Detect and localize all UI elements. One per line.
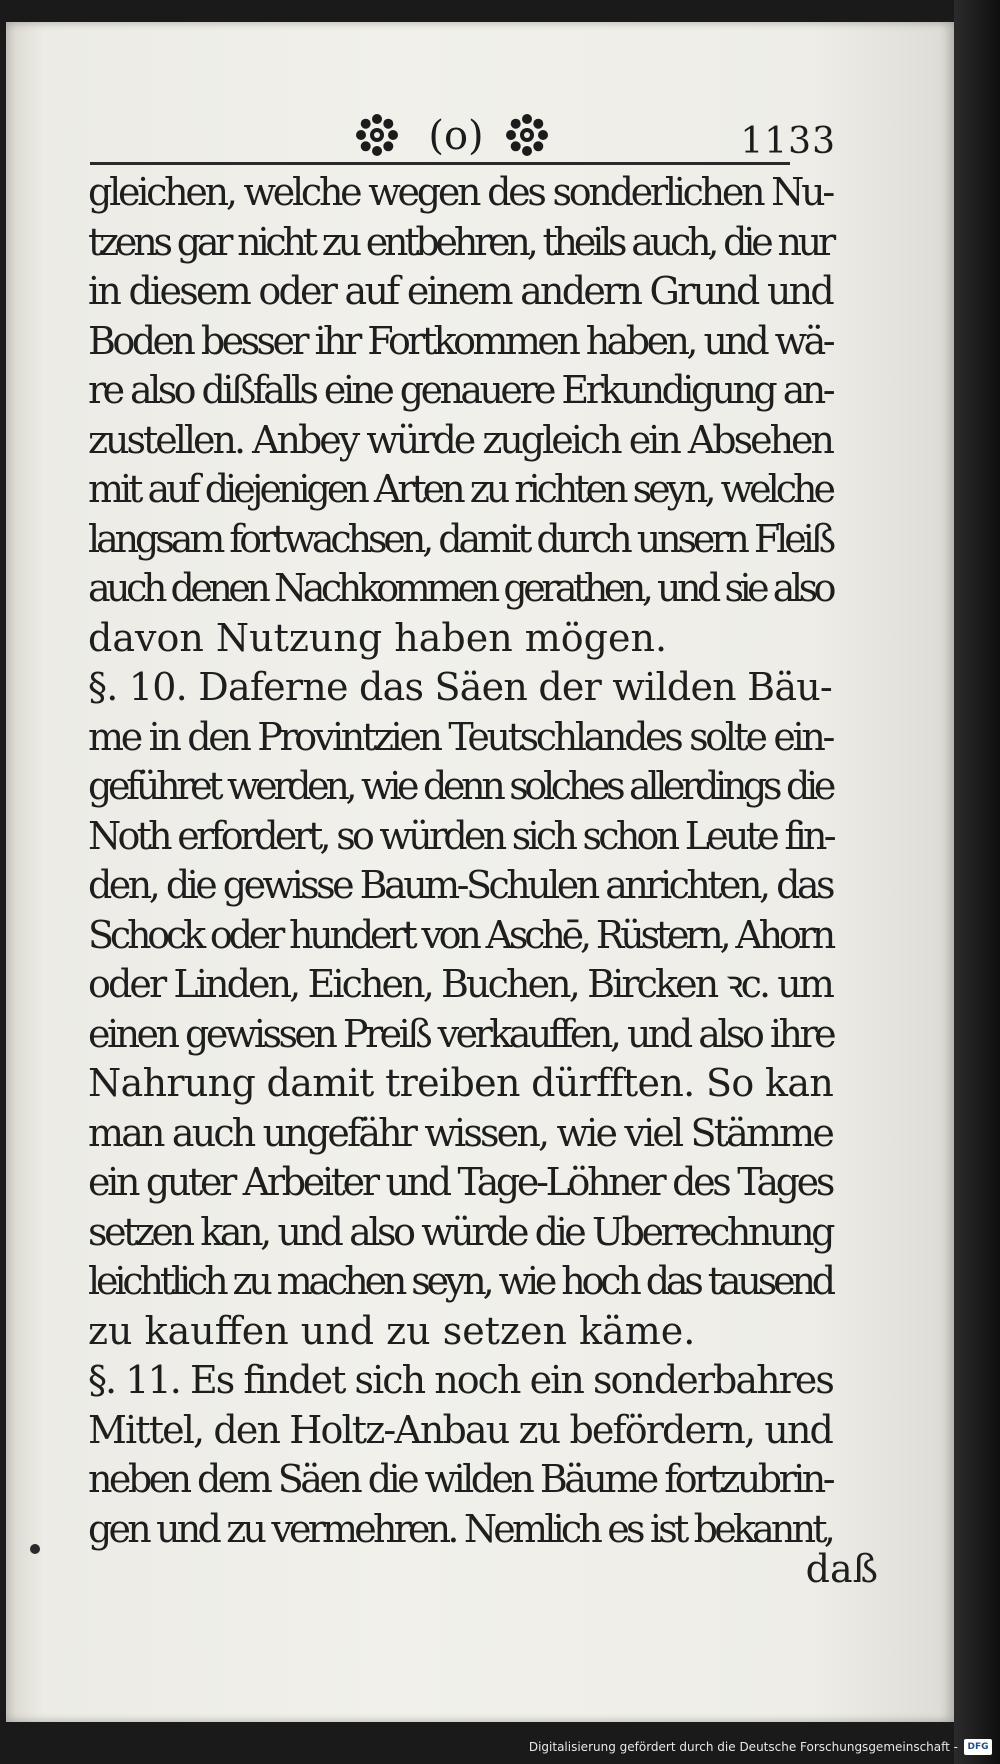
header-title: (o) bbox=[428, 113, 484, 159]
text-line: leichtlich zu machen seyn, wie hoch das tausend bbox=[88, 1259, 832, 1303]
text-line: re also dißfalls eine genauere Erkundigung an- bbox=[88, 368, 832, 412]
text-line: den, die gewisse Baum-Schulen anrichten, das bbox=[88, 863, 832, 907]
text-line: gleichen, welche wegen des sonderlichen Nu- bbox=[88, 170, 832, 214]
catchword: daß bbox=[805, 1547, 878, 1591]
header-rule bbox=[90, 162, 790, 165]
text-line: Nahrung damit treiben dürfften. So kan bbox=[88, 1061, 834, 1105]
ornament-left-icon bbox=[354, 112, 400, 158]
text-line: Mittel, den Holtz-Anbau zu befördern, und bbox=[88, 1407, 832, 1452]
ornament-right-icon bbox=[504, 112, 550, 158]
text-line: zustellen. Anbey würde zugleich ein Absehen bbox=[88, 417, 832, 462]
text-line: mit auf diejenigen Arten zu richten seyn, welche bbox=[88, 467, 832, 511]
page-body-text bbox=[88, 168, 832, 1554]
text-line: Boden besser ihr Fortkommen haben, und wä- bbox=[88, 318, 832, 363]
text-line: auch denen Nachkommen gerathen, und sie also bbox=[88, 566, 832, 610]
text-line: in diesem oder auf einem andern Grund und bbox=[88, 269, 832, 313]
text-line: §. 10. Daferne das Säen der wilden Bäu- bbox=[88, 665, 832, 709]
text-line: gen und zu vermehren. Nemlich es ist bekannt, bbox=[88, 1506, 832, 1551]
text-line: davon Nutzung haben mögen. bbox=[88, 615, 668, 660]
footer-credit: Digitalisierung gefördert durch die Deutsche Forschungsgemeinschaft - bbox=[528, 1740, 958, 1754]
ink-spot bbox=[30, 1544, 40, 1554]
text-line: Noth erfordert, so würden sich schon Leute fin- bbox=[88, 813, 833, 858]
running-header bbox=[90, 108, 836, 168]
text-line: me in den Provintzien Teutschlandes solte ein- bbox=[88, 714, 833, 759]
text-line: neben dem Säen die wilden Bäume fortzubrin- bbox=[88, 1457, 832, 1501]
book-edge bbox=[954, 0, 1000, 1764]
dfg-logo-icon bbox=[964, 1739, 992, 1755]
dfg-logo-text: DFG bbox=[967, 1742, 989, 1752]
text-line: tzens gar nicht zu entbehren, theils auch, die nur bbox=[88, 219, 832, 264]
text-line: man auch ungefähr wissen, wie viel Stämme bbox=[88, 1110, 832, 1155]
text-line: ein guter Arbeiter und Tage-Löhner des Tages bbox=[88, 1160, 832, 1204]
text-line: §. 11. Es findet sich noch ein sonderbahres bbox=[88, 1358, 833, 1402]
text-line: Schock oder hundert von Aschē, Rüstern, Ahorn bbox=[88, 912, 832, 957]
text-line: zu kauffen und zu setzen käme. bbox=[88, 1308, 696, 1353]
text-line: einen gewissen Preiß verkauffen, und also ihre bbox=[88, 1011, 834, 1056]
text-line: langsam fortwachsen, damit durch unsern Fleiß bbox=[88, 516, 832, 561]
text-line: setzen kan, und also würde die Uberrechnung bbox=[88, 1209, 833, 1254]
text-line: geführet werden, wie denn solches allerdings die bbox=[88, 764, 832, 808]
digitization-footer bbox=[529, 1736, 992, 1758]
page-number: 1133 bbox=[740, 121, 836, 162]
text-line: oder Linden, Eichen, Buchen, Bircken ꝛc. um bbox=[88, 962, 832, 1006]
